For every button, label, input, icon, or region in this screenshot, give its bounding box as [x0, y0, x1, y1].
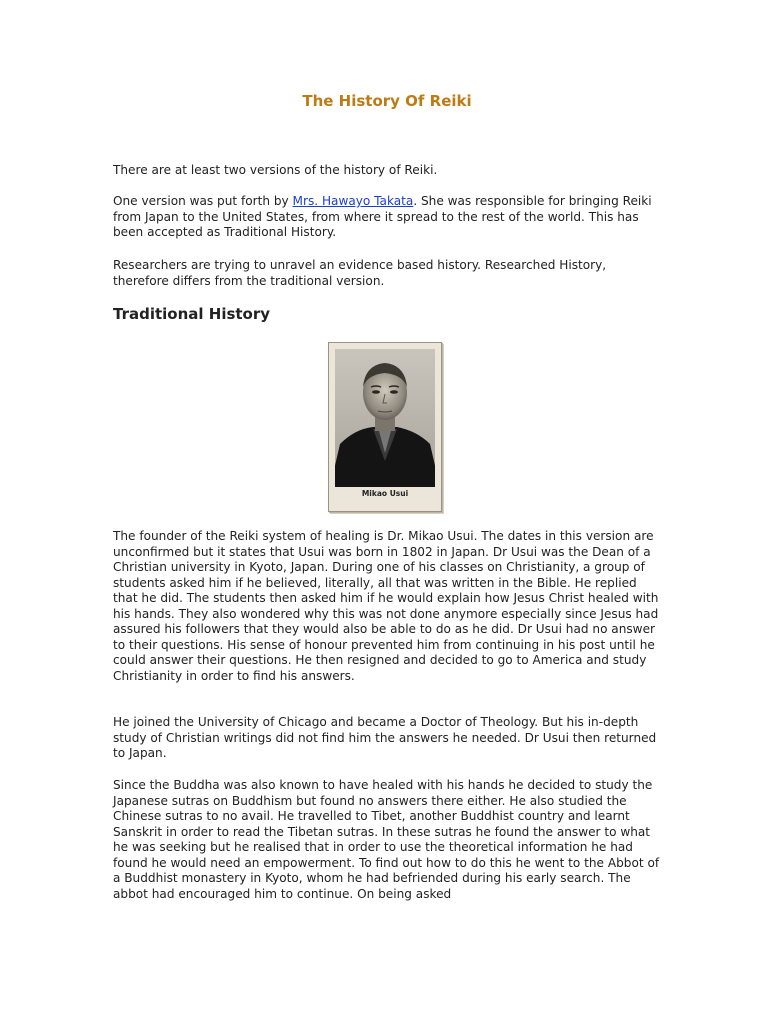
intro-paragraph-2-rest: . She was responsible for bringing Reiki from Japan to the United States, from where it spread to the rest of the world. This has been accepted as Traditional History. — [113, 194, 652, 239]
mikao-usui-photo — [328, 342, 442, 512]
portrait-illustration — [335, 349, 435, 487]
portrait-image — [335, 349, 435, 487]
intro-paragraph-2 — [113, 194, 661, 241]
intro-paragraph-1: There are at least two versions of the history of Reiki. — [113, 163, 438, 177]
hawayo-takata-link[interactable]: Mrs. Hawayo Takata — [292, 194, 414, 208]
body-paragraph-3: Since the Buddha was also known to have healed with his hands he decided to study the Japanese sutras on Buddhism but found no answers there either. He also studied the Chinese sutras to no avail. He travelled to Tibet, another Buddhist country and learnt Sanskrit in order to read the Tibetan sutras. In these sutras he found the answer to what he was seeking but he realised that in order to use the theoretical information he had found he would need an empowerment. To find out how to do this he went to the Abbot of a Buddhist monastery in Kyoto, whom he had befriended during his early search. The abbot had encouraged him to continue. On being asked — [113, 778, 660, 901]
page-title: The History Of Reiki — [302, 92, 472, 110]
intro-paragraph-3: Researchers are trying to unravel an evidence based history. Researched History, therefore differs from the traditional version. — [113, 258, 607, 288]
intro-paragraph-2-lead: One version was put forth by — [113, 194, 293, 208]
body-paragraph-1: The founder of the Reiki system of healing is Dr. Mikao Usui. The dates in this version are unconfirmed but it states that Usui was born in 1802 in Japan. Dr Usui was the Dean of a Christian university in Kyoto, Japan. During one of his classes on Christianity, a group of students asked him if he believed, literally, all that was written in the Bible. He replied that he did. The students then asked him if he would explain how Jesus Christ healed with his hands. They also wondered why this was not done anymore especially since Jesus had assured his followers that they would also be able to do as he did. Dr Usui had no answer to their questions. His sense of honour prevented him from continuing in his post until he could answer their questions. He then resigned and decided to go to America and study Christianity in order to find his answers. — [113, 529, 659, 683]
body-paragraph-2: He joined the University of Chicago and became a Doctor of Theology. But his in-depth study of Christian writings did not find him the answers he needed. Dr Usui then returned to Japan. — [113, 715, 657, 760]
section-heading-traditional-history: Traditional History — [113, 305, 271, 323]
photo-caption: Mikao Usui — [361, 489, 409, 498]
